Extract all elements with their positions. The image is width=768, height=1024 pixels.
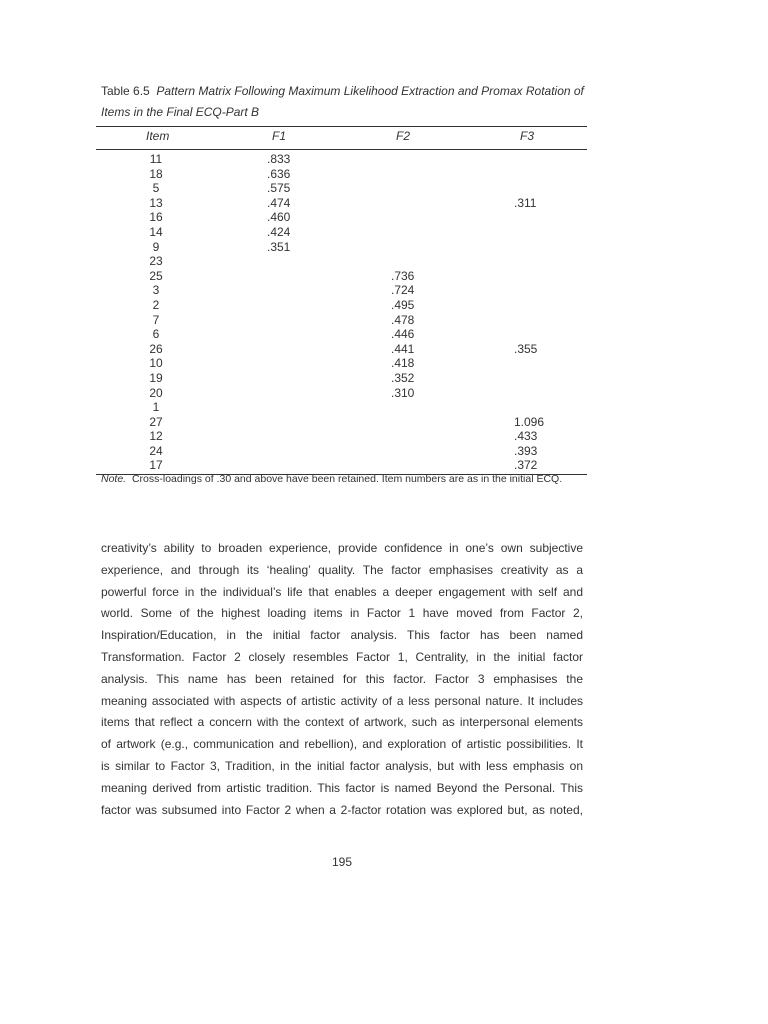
cell-f2: .418 bbox=[391, 356, 415, 371]
header-f1: F1 bbox=[272, 129, 287, 143]
table-row bbox=[96, 342, 587, 357]
cell-f2: .446 bbox=[391, 327, 415, 342]
header-f2: F2 bbox=[396, 129, 411, 143]
table-caption-label: Table 6.5 bbox=[101, 84, 150, 98]
header-f3: F3 bbox=[520, 129, 535, 143]
page-number: 195 bbox=[331, 855, 353, 869]
body-line: analysis. This name has been retained for this factor. Factor 3 emphasises the bbox=[101, 671, 583, 686]
table-caption-title: Pattern Matrix Following Maximum Likelihood Extraction and Promax Rotation of Items in the Final ECQ-Part B bbox=[101, 84, 584, 119]
cell-item: 3 bbox=[152, 283, 160, 298]
cell-f1: .351 bbox=[267, 239, 291, 254]
table-row bbox=[96, 371, 587, 386]
note-text: Cross-loadings of .30 and above have been retained. Item numbers are as in the initial ECQ. bbox=[131, 473, 563, 485]
table-row bbox=[96, 254, 587, 269]
table-row bbox=[96, 152, 587, 167]
table-row bbox=[96, 269, 587, 284]
table-row bbox=[96, 225, 587, 240]
cell-item: 24 bbox=[149, 443, 163, 458]
table-row bbox=[96, 415, 587, 430]
table-row bbox=[96, 400, 587, 415]
cell-item: 19 bbox=[149, 370, 163, 385]
table-header-row bbox=[96, 127, 587, 149]
body-line: creativity’s ability to broaden experience, provide confidence in one’s own subjective bbox=[101, 541, 583, 555]
body-line: meaning derived from artistic tradition. This factor is named Beyond the Personal. This bbox=[101, 780, 583, 795]
cell-item: 9 bbox=[152, 239, 160, 254]
table-row bbox=[96, 386, 587, 401]
note-label: Note. bbox=[101, 473, 127, 485]
body-line: Inspiration/Education, in the initial factor analysis. This factor has been named bbox=[101, 628, 583, 643]
table-row bbox=[96, 181, 587, 196]
body-line: factor was subsumed into Factor 2 when a 2-factor rotation was explored but, as noted, bbox=[101, 802, 583, 817]
body-line: items that reflect a concern with the context of artwork, such as interpersonal elements bbox=[101, 715, 583, 730]
table-row bbox=[96, 283, 587, 298]
body-paragraph bbox=[101, 538, 583, 821]
table-row bbox=[96, 327, 587, 342]
table-row bbox=[96, 356, 587, 371]
pattern-matrix-table bbox=[96, 126, 587, 475]
body-line: meaning associated with aspects of artistic activity of a less personal nature. It includes bbox=[101, 693, 583, 708]
cell-f1: .424 bbox=[267, 224, 291, 239]
table-row bbox=[96, 167, 587, 182]
cell-f3: .393 bbox=[514, 443, 538, 458]
table-row bbox=[96, 298, 587, 313]
cell-item: 18 bbox=[149, 166, 163, 181]
cell-item: 17 bbox=[149, 458, 163, 473]
cell-item: 1 bbox=[152, 400, 160, 415]
cell-f2: .310 bbox=[391, 385, 415, 400]
body-line: Transformation. Factor 2 closely resembles Factor 1, Centrality, in the initial factor bbox=[101, 649, 583, 664]
cell-item: 23 bbox=[149, 254, 163, 269]
cell-f1: .474 bbox=[267, 195, 291, 210]
cell-item: 7 bbox=[152, 312, 160, 327]
table-note bbox=[101, 473, 585, 485]
header-item: Item bbox=[146, 129, 170, 143]
body-line: world. Some of the highest loading items in Factor 1 have moved from Factor 2, bbox=[101, 606, 583, 621]
cell-item: 6 bbox=[152, 327, 160, 342]
table-row bbox=[96, 240, 587, 255]
cell-item: 25 bbox=[149, 268, 163, 283]
cell-f3: .355 bbox=[514, 341, 538, 356]
cell-item: 26 bbox=[149, 341, 163, 356]
body-line: powerful force in the individual’s life that enables a deeper engagement with self and bbox=[101, 584, 583, 599]
table-row bbox=[96, 196, 587, 211]
cell-f3: .372 bbox=[514, 458, 538, 473]
body-line: experience, and through its ‘healing’ quality. The factor emphasises creativity as a bbox=[101, 562, 583, 577]
table-row bbox=[96, 458, 587, 473]
table-body bbox=[96, 150, 587, 474]
cell-f1: .575 bbox=[267, 181, 291, 196]
cell-item: 14 bbox=[149, 224, 163, 239]
cell-f1: .460 bbox=[267, 210, 291, 225]
cell-item: 13 bbox=[149, 195, 163, 210]
cell-f2: .724 bbox=[391, 283, 415, 298]
table-row bbox=[96, 444, 587, 459]
cell-f3: .433 bbox=[514, 429, 538, 444]
cell-f2: .736 bbox=[391, 268, 415, 283]
cell-f3: 1.096 bbox=[514, 414, 545, 429]
table-row bbox=[96, 429, 587, 444]
cell-f2: .478 bbox=[391, 312, 415, 327]
cell-f1: .636 bbox=[267, 166, 291, 181]
cell-f1: .833 bbox=[267, 152, 291, 166]
table-row bbox=[96, 313, 587, 328]
cell-item: 10 bbox=[149, 356, 163, 371]
table-caption bbox=[101, 81, 591, 123]
cell-f3: .311 bbox=[514, 195, 537, 210]
cell-f2: .441 bbox=[391, 341, 415, 356]
cell-item: 20 bbox=[149, 385, 163, 400]
cell-item: 16 bbox=[149, 210, 163, 225]
cell-item: 5 bbox=[152, 181, 160, 196]
table-row bbox=[96, 210, 587, 225]
cell-f2: .495 bbox=[391, 297, 415, 312]
cell-item: 2 bbox=[152, 297, 160, 312]
cell-f2: .352 bbox=[391, 370, 415, 385]
body-line: is similar to Factor 3, Tradition, in the initial factor analysis, but with less emphasis on bbox=[101, 758, 583, 773]
body-line: of artwork (e.g., communication and rebellion), and exploration of artistic possibilities. It bbox=[101, 737, 583, 752]
cell-item: 12 bbox=[149, 429, 163, 444]
cell-item: 11 bbox=[149, 152, 163, 166]
cell-item: 27 bbox=[149, 414, 163, 429]
